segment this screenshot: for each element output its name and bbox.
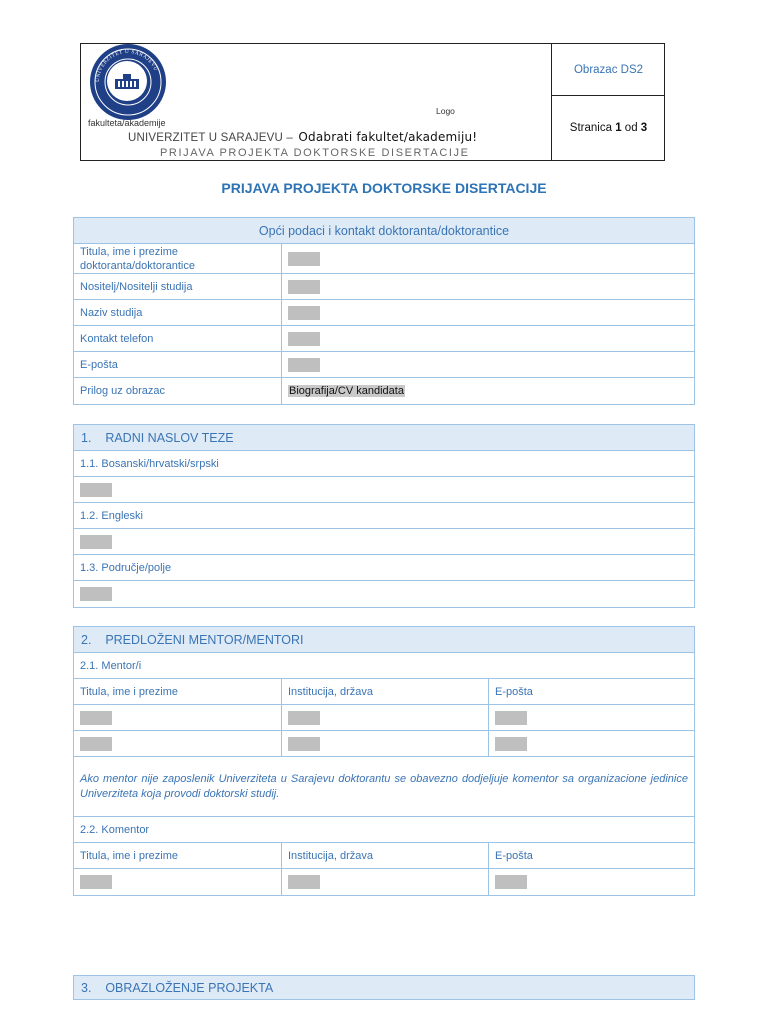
- mentor-name-input[interactable]: [74, 705, 281, 730]
- subsection-label: 1.1. Bosanski/hrvatski/srpski: [80, 457, 219, 470]
- table-row: [74, 529, 694, 555]
- placeholder-field[interactable]: [495, 737, 527, 751]
- subsection-label: 2.2. Komentor: [80, 823, 150, 836]
- column-header: Titula, ime i prezime: [80, 685, 179, 698]
- header-left-panel: [81, 44, 552, 160]
- placeholder-field[interactable]: [80, 875, 112, 889]
- placeholder-field[interactable]: [288, 280, 320, 294]
- table-row: [74, 352, 694, 378]
- comentor-email-input[interactable]: [488, 869, 694, 895]
- comentor-institution-input[interactable]: [281, 869, 488, 895]
- table-row: [74, 477, 694, 503]
- mentor-institution-input[interactable]: [281, 731, 488, 756]
- mentor-note: Ako mentor nije zaposlenik Univerziteta u Sarajevu doktorantu se obavezno dodjeljuje komentor sa organizacione jedinice Univerziteta koja provodi doktorski studij.: [80, 772, 688, 800]
- column-header: E-pošta: [488, 679, 694, 704]
- table-row: [74, 653, 694, 679]
- table-row: [74, 757, 694, 817]
- table-row: [74, 679, 694, 705]
- subsection-label: 1.3. Područje/polje: [80, 561, 172, 574]
- field-label: Naziv studija: [80, 306, 143, 319]
- field-label: Prilog uz obrazac: [80, 385, 165, 397]
- mentor-section: [73, 626, 695, 896]
- general-info-section: [73, 217, 695, 405]
- form-header: [80, 43, 665, 161]
- section-3-heading: 3. OBRAZLOŽENJE PROJEKTA: [74, 976, 694, 999]
- seal-text: UNIVERZITET U SARAJEVU: [94, 48, 159, 83]
- placeholder-field[interactable]: [495, 711, 527, 725]
- title-english-input[interactable]: [74, 529, 694, 554]
- field-label: Kontakt telefon: [80, 332, 154, 345]
- table-row: [74, 731, 694, 757]
- placeholder-field[interactable]: [288, 711, 320, 725]
- attachment-value[interactable]: Biografija/CV kandidata: [289, 385, 404, 397]
- justification-section: [73, 975, 695, 1000]
- title-bhs-input[interactable]: [74, 477, 694, 502]
- mentor-email-input[interactable]: [488, 705, 694, 730]
- page-total: 3: [640, 122, 648, 134]
- email-input[interactable]: [281, 352, 694, 377]
- placeholder-field[interactable]: [80, 711, 112, 725]
- page-prefix: Stranica: [569, 122, 612, 134]
- page-title: PRIJAVA PROJEKTA DOKTORSKE DISERTACIJE: [221, 180, 547, 196]
- phone-input[interactable]: [281, 326, 694, 351]
- table-row: [74, 843, 694, 869]
- placeholder-field[interactable]: [80, 483, 112, 497]
- mentor-email-input[interactable]: [488, 731, 694, 756]
- page-counter: [552, 96, 665, 160]
- university-name: UNIVERZITET U SARAJEVU –: [128, 132, 293, 144]
- comentor-name-input[interactable]: [74, 869, 281, 895]
- column-header: Institucija, država: [281, 679, 488, 704]
- form-code: Obrazac DS2: [573, 63, 644, 76]
- table-row: [74, 451, 694, 477]
- attachment-field[interactable]: [281, 378, 694, 404]
- placeholder-field[interactable]: [288, 737, 320, 751]
- mentor-name-input[interactable]: [74, 731, 281, 756]
- table-row: [74, 581, 694, 607]
- university-line: [128, 130, 477, 144]
- faculty-label: fakulteta/akademije: [88, 118, 166, 128]
- placeholder-field[interactable]: [288, 332, 320, 346]
- placeholder-field[interactable]: [288, 306, 320, 320]
- university-seal-logo: [91, 45, 165, 119]
- building-icon: [112, 72, 142, 90]
- form-subtitle: PRIJAVA PROJEKTA DOKTORSKE DISERTACIJE: [160, 147, 470, 159]
- table-row: [74, 503, 694, 529]
- table-row: [74, 869, 694, 895]
- thesis-title-section: [73, 424, 695, 608]
- form-code-cell: [552, 44, 665, 96]
- study-name-input[interactable]: [281, 300, 694, 325]
- table-row: [74, 300, 694, 326]
- full-name-input[interactable]: [281, 244, 694, 273]
- placeholder-field[interactable]: [80, 737, 112, 751]
- logo-label: Logo: [436, 106, 455, 116]
- section-1-heading: 1. RADNI NASLOV TEZE: [74, 425, 694, 451]
- column-header: Institucija, država: [281, 843, 488, 868]
- placeholder-field[interactable]: [288, 875, 320, 889]
- placeholder-field[interactable]: [80, 587, 112, 601]
- table-row: [74, 244, 694, 274]
- table-row: [74, 705, 694, 731]
- placeholder-field[interactable]: [288, 358, 320, 372]
- study-holder-input[interactable]: [281, 274, 694, 299]
- field-label: E-pošta: [80, 358, 118, 371]
- field-label: Nositelj/Nositelji studija: [80, 280, 193, 293]
- faculty-select-field[interactable]: Odabrati fakultet/akademiju!: [298, 130, 478, 144]
- section-2-heading: 2. PREDLOŽENI MENTOR/MENTORI: [74, 627, 694, 653]
- subsection-label: 1.2. Engleski: [80, 509, 143, 522]
- placeholder-field[interactable]: [288, 252, 320, 266]
- table-row: [74, 817, 694, 843]
- field-area-input[interactable]: [74, 581, 694, 607]
- table-row: [74, 555, 694, 581]
- subsection-label: 2.1. Mentor/i: [80, 659, 142, 672]
- general-info-heading: Opći podaci i kontakt doktoranta/doktorantice: [74, 218, 694, 244]
- placeholder-field[interactable]: [495, 875, 527, 889]
- page-current: 1: [615, 122, 622, 134]
- column-header: Titula, ime i prezime: [80, 849, 179, 862]
- placeholder-field[interactable]: [80, 535, 112, 549]
- table-row: [74, 326, 694, 352]
- column-header: E-pošta: [488, 843, 694, 868]
- field-label: Titula, ime i prezime doktoranta/doktorantice: [80, 245, 195, 272]
- mentor-institution-input[interactable]: [281, 705, 488, 730]
- table-row: [74, 274, 694, 300]
- table-row: [74, 378, 694, 404]
- page-of: od: [624, 122, 638, 134]
